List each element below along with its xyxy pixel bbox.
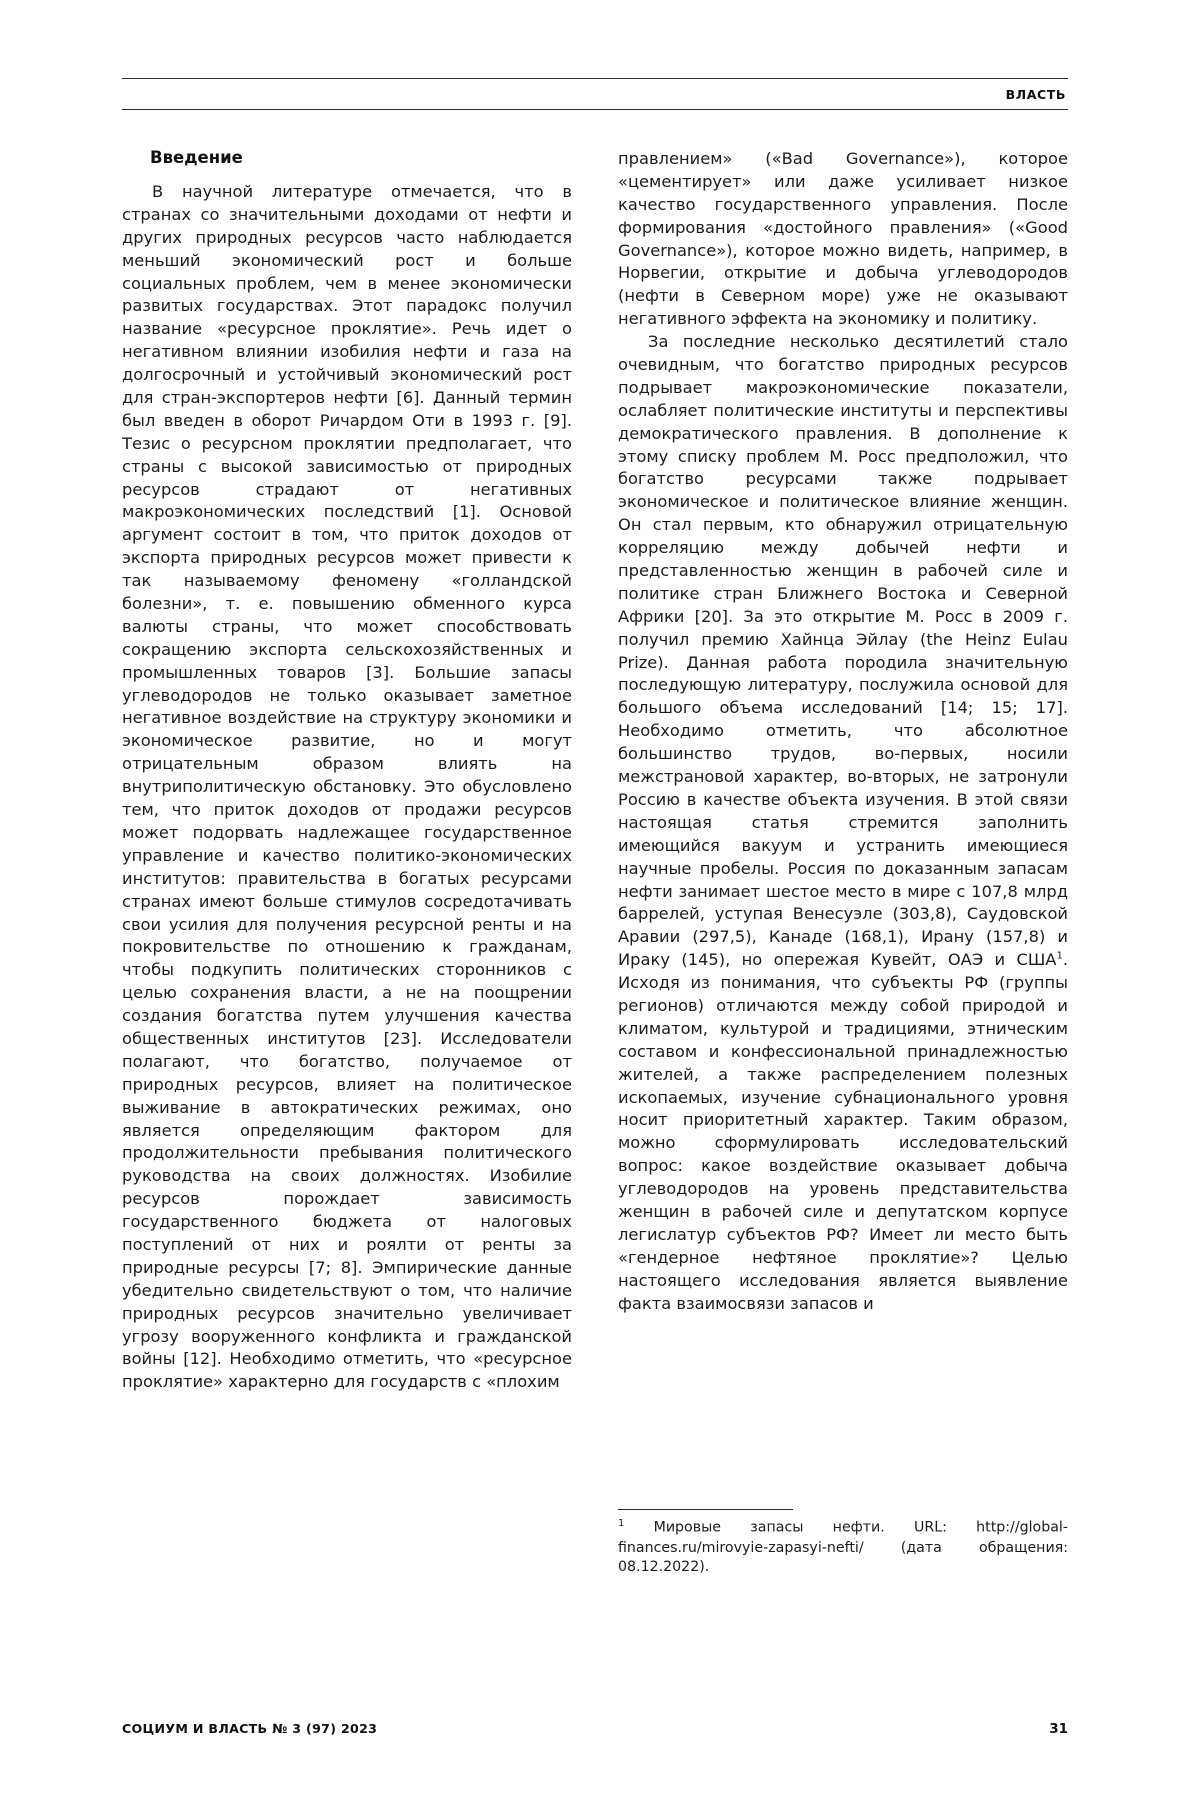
paragraph-text-continued: . Исходя из понимания, что субъекты РФ (группы регионов) отличаются между собой природой и климатом, культурой и традициями, этническим составом и конфессиональной принадлежностью жителей, а также распределением полезных ископаемых, изучение субнационального уровня носит приоритетный характер. Таким образом, можно сформулировать исследовательский вопрос: какое воздействие оказывает добыча углеводородов на уровень представительства женщин в рабочей силе и депутатском корпусе легислатур субъектов РФ? Имеет ли место быть «гендерное нефтяное проклятие»? Целью настоящего исследования является выявление факта взаимосвязи запасов и (618, 950, 1068, 1313)
running-head: ВЛАСТЬ (1005, 87, 1066, 102)
paragraph: правлением» («Bad Governance»), которое «цементирует» или даже усиливает низкое качество государственного управления. После формирования «достойного правления» («Good Governance»), которое можно видеть, например, в Норвегии, открытие и добыча углеводородов (нефти в Северном море) уже не оказывают негативного эффекта на экономику и политику. (618, 149, 1068, 329)
page-number: 31 (1049, 1721, 1068, 1737)
journal-title: СОЦИУМ И ВЛАСТЬ № 3 (97) 2023 (122, 1721, 378, 1736)
header-rule-bottom (122, 109, 1068, 110)
page-footer (122, 1721, 1068, 1737)
footnote-block (618, 1509, 1068, 1578)
section-heading-introduction: Введение (150, 148, 243, 167)
paragraph (618, 331, 1068, 1315)
footnote-reference[interactable]: 1 (1056, 950, 1063, 962)
paragraph-text: За последние несколько десятилетий стало очевидным, что богатство природных ресурсов подрывает макроэкономические показатели, ослабляет политические институты и перспективы демократического правления. В дополнение к этому списку проблем М. Росс предположил, что богатство ресурсами также подрывает экономическое и политическое влияние женщин. Он стал первым, кто обнаружил отрицательную корреляцию между добычей нефти и представленностью женщин в рабочей силе и политике стран Ближнего Востока и Северной Африки [20]. За это открытие М. Росс в 2009 г. получил премию Хайнца Эйлау (the Heinz Eulau Prize). Данная работа породила значительную последующую литературу, послужила основой для большого объема исследований [14; 15; 17]. Необходимо отметить, что абсолютное большинство трудов, во-первых, носили межстрановой характер, во-вторых, не затронули Россию в качестве объекта изучения. В этой связи настоящая статья стремится заполнить имеющийся вакуум и устранить имеющиеся научные пробелы. Россия по доказанным запасам нефти занимает шестое место в мире с 107,8 млрд баррелей, уступая Венесуэле (303,8), Саудовской Аравии (297,5), Канаде (168,1), Ирану (157,8) и Ираку (145), но опережая Кувейт, ОАЭ и США (618, 332, 1068, 970)
left-column (122, 148, 572, 1578)
two-column-body (122, 148, 1068, 1578)
footnote-divider (618, 1509, 793, 1510)
footnote-text (618, 1517, 1068, 1578)
right-column (618, 148, 1068, 1578)
footnote-body: Мировые запасы нефти. URL: http://global-finances.ru/mirovyie-zapasyi-nefti/ (дата обращения: 08.12.2022). (618, 1520, 1068, 1576)
footnote-number: 1 (618, 1518, 625, 1530)
page-header (122, 78, 1068, 110)
paragraph: В научной литературе отмечается, что в странах со значительными доходами от нефти и других природных ресурсов часто наблюдается меньший экономический рост и больше социальных проблем, чем в менее экономически развитых государствах. Этот парадокс получил название «ресурсное проклятие». Речь идет о негативном влиянии изобилия нефти и газа на долгосрочный и устойчивый экономический рост для стран-экспортеров нефти [6]. Данный термин был введен в оборот Ричардом Оти в 1993 г. [9]. Тезис о ресурсном проклятии предполагает, что страны с высокой зависимостью от природных ресурсов страдают от негативных макроэкономических последствий [1]. Основой аргумент состоит в том, что приток доходов от экспорта природных ресурсов может привести к так называемому феномену «голландской болезни», т. е. повышению обменного курса валюты страны, что может способствовать сокращению экспорта сельскохозяйственных и промышленных товаров [3]. Большие запасы углеводородов не только оказывает заметное негативное воздействие на структуру экономики и экономическое развитие, но и могут отрицательным образом влиять на внутриполитическую обстановку. Это обусловлено тем, что приток доходов от продажи ресурсов может подорвать надлежащее государственное управление и качество политико-экономических институтов: правительства в богатых ресурсами странах имеют больше стимулов сосредотачивать свои усилия для получения ресурсной ренты и на покровительстве по отношению к гражданам, чтобы подкупить политических сторонников с целью сохранения власти, а не на поощрении создания богатства путем улучшения качества общественных институтов [23]. Исследователи полагают, что богатство, получаемое от природных ресурсов, влияет на политическое выживание в автократических режимах, оно является определяющим фактором для продолжительности пребывания политического руководства на своих должностях. Изобилие ресурсов порождает зависимость государственного бюджета от налоговых поступлений от них и роялти от ренты за природные ресурсы [7; 8]. Эмпирические данные убедительно свидетельствуют о том, что наличие природных ресурсов значительно увеличивает угрозу вооруженного конфликта и гражданской войны [12]. Необходимо отметить, что «ресурсное проклятие» характерно для государств с «плохим (122, 182, 572, 1392)
